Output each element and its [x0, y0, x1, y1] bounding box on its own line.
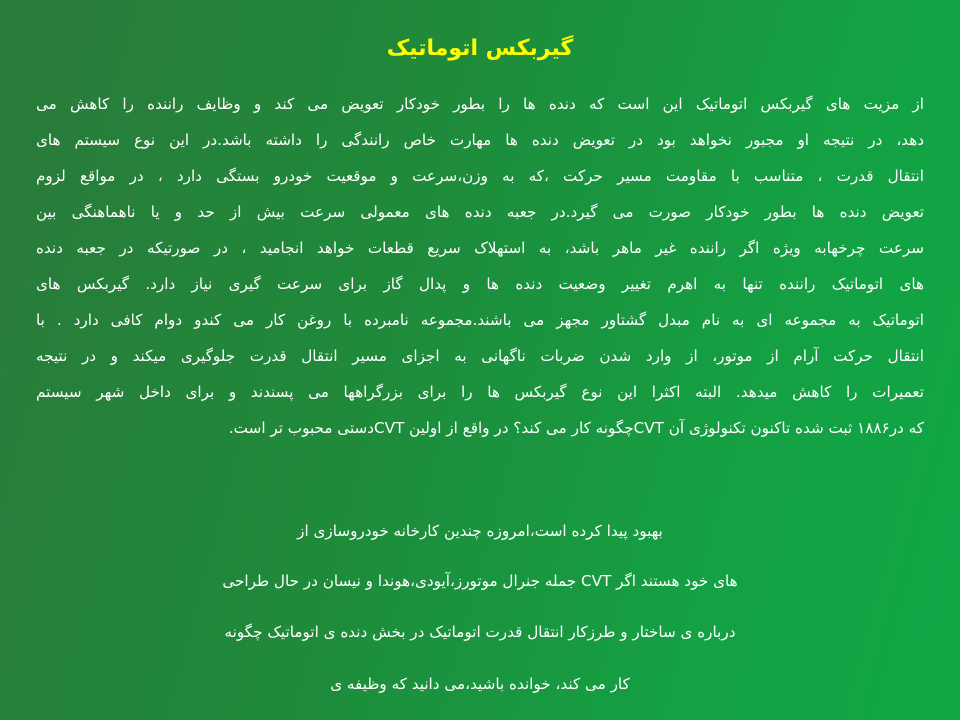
paragraph-line: های اتوماتیک راننده تنها به اهرم تغییر وضعیت دنده ها و پدال گاز برای سرعت گیری نیاز دارد. گیربکس های: [36, 275, 924, 293]
tail-line: کار می کند، خوانده باشید،می دانید که وظیفه ی: [330, 675, 630, 693]
slide-title: گیربکس اتوماتیک: [386, 36, 574, 61]
paragraph-line: انتقال قدرت ، متناسب با مقاومت مسیر حرکت ،که به وزن،سرعت و موقعیت خودرو بستگی دارد ، در مواقع لزوم: [36, 167, 924, 185]
paragraph-line: تعویض دنده ها بطور خودکار صورت می گیرد.در جعبه دنده های معمولی سرعت بیش از حد و یا ناهماهنگی بین: [36, 203, 924, 221]
tail-line: های خود هستند اگر CVT جمله جنرال موتورز،آیودی،هوندا و نیسان در حال طراحی: [222, 572, 738, 590]
body-paragraph: [36, 86, 924, 446]
paragraph-line: که در۱۸۸۶ ثبت شده تاکنون تکنولوژی آن CVTچگونه کار می کند؟ در واقع از اولین CVTدستی محبوب تر است.: [228, 419, 924, 437]
tail-line: درباره ی ساختار و طرزکار انتقال قدرت اتوماتیک در بخش دنده ی اتوماتیک چگونه: [224, 623, 736, 641]
paragraph-line: اتوماتیک به مجموعه ای به نام مبدل گشتاور مجهز می باشند.مجموعه نامبرده با روغن کار می کندو دوام کافی دارد . با: [36, 311, 924, 329]
paragraph-line: انتقال حرکت آرام از موتور، از وارد شدن ضربات ناگهانی به اجزای مسیر انتقال قدرت جلوگیری میکند و در نتیجه: [36, 347, 924, 365]
paragraph-line: از مزیت های گیربکس اتوماتیک این است که دنده ها را بطور خودکار تعویض می کند و وظایف راننده را کاهش می: [36, 95, 924, 113]
tail-line: بهبود پیدا کرده است،امروزه چندین کارخانه خودروسازی از: [297, 522, 663, 540]
paragraph-line: سرعت چرخهابه ویژه اگر راننده غیر ماهر باشد، به استهلاک سریع قطعات خواهد انجامید ، در صورتیکه در جعبه دنده: [36, 239, 924, 257]
paragraph-line: تعمیرات را کاهش میدهد. البته اکثرا این نوع گیربکس ها را برای بزرگراهها می پسندند و برای داخل شهر سیستم: [36, 383, 924, 401]
paragraph-line: دهد، در نتیجه او مجبور نخواهد بود در تعویض دنده ها مهارت خاص رانندگی را داشته باشد.در این نوع سیستم های: [36, 131, 924, 149]
